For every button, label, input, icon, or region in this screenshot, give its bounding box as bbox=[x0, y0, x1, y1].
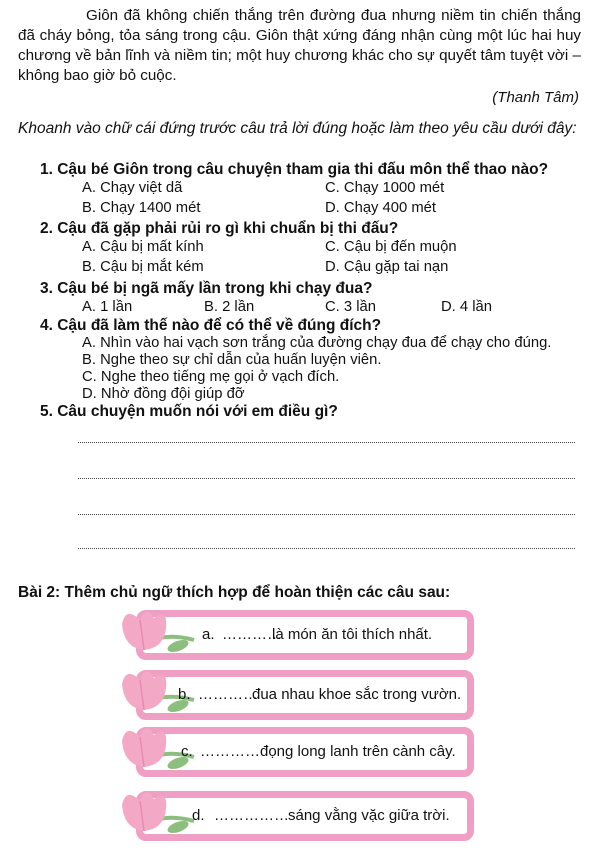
q1-option-d[interactable]: D. Chạy 400 mét bbox=[325, 200, 437, 216]
item-a-text: là món ăn tôi thích nhất. bbox=[272, 626, 433, 643]
exercise-2-title: Bài 2: Thêm chủ ngữ thích hợp để hoàn thiện các câu sau: bbox=[18, 584, 451, 601]
q4-option-d[interactable]: D. Nhờ đồng đội giúp đỡ bbox=[82, 386, 245, 402]
item-b-blank[interactable]: ………… bbox=[198, 686, 258, 703]
q3-option-b[interactable]: B. 2 lần bbox=[204, 299, 255, 315]
question-5: 5. Câu chuyện muốn nói với em điều gì? bbox=[40, 403, 338, 420]
question-2: 2. Cậu đã gặp phải rủi ro gì khi chuẩn bị thi đấu? bbox=[40, 220, 399, 237]
item-b-letter: b. bbox=[178, 686, 191, 703]
item-a-letter: a. bbox=[202, 626, 215, 643]
instruction-text: Khoanh vào chữ cái đứng trước câu trả lời đúng hoặc làm theo yêu cầu dưới đây: bbox=[18, 120, 577, 137]
question-1: 1. Cậu bé Giôn trong câu chuyện tham gia thi đấu môn thể thao nào? bbox=[40, 161, 549, 178]
item-c-text: đọng long lanh trên cành cây. bbox=[260, 743, 456, 760]
passage-text: Giôn đã không chiến thắng trên đường đua nhưng niềm tin chiến thắng đã cháy bỏng, tỏa sáng trong cậu. Giôn thật xứng đáng nhận cùng một lúc hai huy chương về bản lĩnh và niềm tin; một huy chương khác cho sự quyết tâm tuyệt vời – không bao giờ bỏ cuộc. bbox=[18, 7, 581, 84]
q4-option-c[interactable]: C. Nghe theo tiếng mẹ gọi ở vạch đích. bbox=[82, 369, 340, 385]
passage-author: (Thanh Tâm) bbox=[492, 89, 579, 106]
q4-option-a[interactable]: A. Nhìn vào hai vạch sơn trắng của đường chạy đua để chạy cho đúng. bbox=[82, 335, 552, 351]
question-3: 3. Cậu bé bị ngã mấy lần trong khi chạy đua? bbox=[40, 280, 373, 297]
q2-option-a[interactable]: A. Cậu bị mất kính bbox=[82, 239, 204, 255]
item-c-letter: c. bbox=[181, 743, 193, 760]
item-c-blank[interactable]: ………… bbox=[200, 743, 260, 760]
q4-option-b[interactable]: B. Nghe theo sự chỉ dẫn của huấn luyện viên. bbox=[82, 352, 382, 368]
q2-option-b[interactable]: B. Cậu bị mắt kém bbox=[82, 259, 204, 275]
item-a-blank[interactable]: ………… bbox=[222, 626, 282, 643]
answer-line-1[interactable] bbox=[78, 442, 575, 443]
question-4: 4. Cậu đã làm thế nào để có thể về đúng đích? bbox=[40, 317, 382, 334]
q2-option-c[interactable]: C. Cậu bị đến muộn bbox=[325, 239, 457, 255]
q2-option-d[interactable]: D. Cậu gặp tai nạn bbox=[325, 259, 449, 275]
q3-option-a[interactable]: A. 1 lần bbox=[82, 299, 133, 315]
flower-icon bbox=[112, 785, 198, 845]
q3-option-d[interactable]: D. 4 lần bbox=[441, 299, 492, 315]
answer-line-3[interactable] bbox=[78, 514, 575, 515]
item-d-letter: d. bbox=[192, 807, 205, 824]
q1-option-a[interactable]: A. Chạy việt dã bbox=[82, 180, 183, 196]
q3-option-c[interactable]: C. 3 lần bbox=[325, 299, 376, 315]
answer-line-4[interactable] bbox=[78, 548, 575, 549]
item-d-text: sáng vằng vặc giữa trời. bbox=[288, 807, 450, 824]
item-d-blank[interactable]: …………… bbox=[214, 807, 289, 824]
answer-line-2[interactable] bbox=[78, 478, 575, 479]
flower-icon bbox=[112, 604, 198, 664]
q1-option-b[interactable]: B. Chạy 1400 mét bbox=[82, 200, 201, 216]
q1-option-c[interactable]: C. Chạy 1000 mét bbox=[325, 180, 445, 196]
item-b-text: đua nhau khoe sắc trong vườn. bbox=[252, 686, 462, 703]
